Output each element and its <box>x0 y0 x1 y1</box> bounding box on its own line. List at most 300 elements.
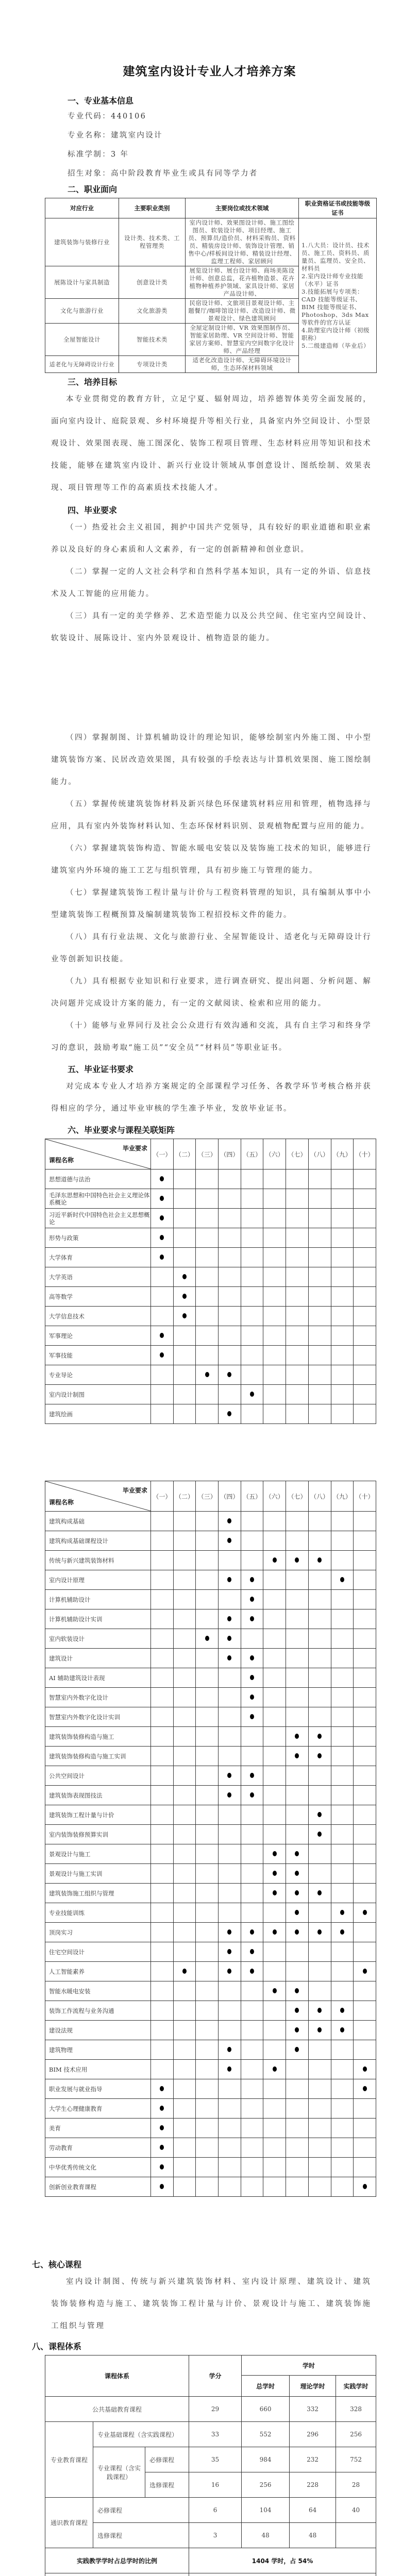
matrix-row <box>45 1962 376 1981</box>
matrix-cell <box>263 1942 286 1962</box>
matrix-cell <box>151 1688 174 1707</box>
matrix-cell <box>263 1981 286 2001</box>
matrix-row <box>45 1805 376 1825</box>
matrix-cell <box>263 1707 286 1727</box>
matrix-cell <box>354 1551 376 1570</box>
matrix-cell <box>219 1346 241 1365</box>
matrix-cell <box>173 1189 196 1209</box>
matrix-cell <box>263 1747 286 1766</box>
section-heading-basic-info: 一、专业基本信息 <box>68 96 134 106</box>
matrix-cell <box>196 1170 219 1189</box>
matrix-cell <box>263 1551 286 1570</box>
matrix-cell <box>241 1170 263 1189</box>
matrix-cell <box>263 1404 286 1424</box>
bullet-mark-icon <box>250 1929 254 1935</box>
credit: 35 <box>189 2447 242 2472</box>
bullet-mark-icon <box>250 1675 254 1680</box>
matrix-cell <box>241 1962 263 1981</box>
matrix-cell <box>241 1981 263 2001</box>
bullet-mark-icon <box>317 1753 322 1758</box>
matrix-cell <box>286 1649 309 1668</box>
page-break-gap <box>0 1424 419 1481</box>
bullet-mark-icon <box>250 1392 254 1397</box>
bullet-mark-icon <box>227 2047 231 2052</box>
matrix-cell <box>308 1981 331 2001</box>
matrix-cell <box>151 2099 174 2119</box>
matrix-cell <box>196 1531 219 1551</box>
corner-top-label: 毕业要求 <box>122 1487 147 1494</box>
matrix-cell <box>151 1404 174 1424</box>
matrix-cell <box>173 1228 196 1248</box>
matrix-corner <box>45 1481 151 1512</box>
matrix-course-name: 建筑装饰装修构造与施工实训 <box>45 1747 151 1766</box>
row-label: 必修课程 <box>93 2498 189 2523</box>
matrix-cell <box>219 1248 241 1267</box>
matrix-cell <box>196 2040 219 2060</box>
matrix-row <box>45 1649 376 1668</box>
matrix-cell <box>308 1923 331 1942</box>
bullet-mark-icon <box>160 1176 164 1181</box>
career-posts: 全屋定制设计师、VR 效果图制作员、智能家居助理、VR 空间设计师、智能家居方案师、智慧室内空间数字化设计师、产品经理 <box>186 324 299 356</box>
matrix-column-header: （二） <box>173 1481 196 1512</box>
bullet-mark-icon <box>295 1890 299 1895</box>
matrix-cell <box>331 1864 354 1884</box>
bullet-mark-icon <box>340 2027 344 2032</box>
matrix-cell <box>331 1981 354 2001</box>
grad-req-3: （三）具有一定的美学修养、艺术造型能力以及公共空间、住宅室内空间设计、软装设计、展陈设计、室内外景观设计、植物造景的能力。 <box>51 612 372 642</box>
matrix-cell <box>241 2099 263 2119</box>
matrix-cell <box>219 2079 241 2099</box>
matrix-cell <box>196 1189 219 1209</box>
matrix-cell <box>286 1903 309 1923</box>
matrix-row <box>45 1903 376 1923</box>
matrix-cell <box>331 1170 354 1189</box>
bullet-mark-icon <box>273 1890 277 1895</box>
matrix-cell <box>286 2060 309 2079</box>
matrix-cell <box>308 1365 331 1385</box>
matrix-cell <box>151 2021 174 2040</box>
matrix-cell <box>173 1805 196 1825</box>
matrix-cell <box>308 1228 331 1248</box>
career-industry: 建筑装饰与装修行业 <box>45 218 119 266</box>
bullet-mark-icon <box>250 1792 254 1798</box>
matrix-cell <box>263 1903 286 1923</box>
matrix-cell <box>286 1923 309 1942</box>
career-posts: 民宿设计师、文旅项目景观设计师、主题餐厅/咖啡馆设计师、改造设计师、微景观设计、绿色建筑顾问 <box>186 299 299 324</box>
enrollment-target: 招生对象：高中阶段教育毕业生或具有同等学力者 <box>68 170 258 178</box>
matrix-cell <box>219 1864 241 1884</box>
matrix-cell <box>196 1209 219 1228</box>
matrix-cell <box>173 1844 196 1864</box>
matrix-cell <box>173 1864 196 1884</box>
matrix-cell <box>263 1629 286 1649</box>
matrix-cell <box>241 1668 263 1688</box>
matrix-cell <box>286 1209 309 1228</box>
section-heading-graduation-req: 四、毕业要求 <box>68 505 118 515</box>
matrix-cell <box>263 2040 286 2060</box>
matrix-row <box>45 1267 376 1287</box>
matrix-cell <box>354 2158 376 2177</box>
row-label: 必修课程 <box>145 2447 189 2472</box>
grad-req-4: （四）掌握制图、计算机辅助设计的理论知识，能够绘制室内外施工图、中小型建筑装饰方案、民居改造效果图，具有较强的手绘表达与计算机效果图、施工图绘制能力。 <box>51 734 372 786</box>
matrix-cell <box>196 1844 219 1864</box>
theory-hours: 48 <box>290 2523 336 2548</box>
matrix-cell <box>196 1688 219 1707</box>
matrix-cell <box>196 1825 219 1844</box>
matrix-cell <box>331 1805 354 1825</box>
matrix-cell <box>354 2177 376 2197</box>
matrix-course-name: 装饰工作流程与业务沟通 <box>45 2001 151 2021</box>
matrix-course-name: 形势与政策 <box>45 1228 151 1248</box>
matrix-cell <box>263 2021 286 2040</box>
matrix-cell <box>263 2177 286 2197</box>
matrix-column-header: （七） <box>286 1139 309 1170</box>
matrix-cell <box>331 1209 354 1228</box>
career-header-industry: 对应行业 <box>45 198 119 218</box>
grad-req-6: （六）掌握建筑装饰构造、智能水暖电安装以及装饰施工技术的知识，能够进行建筑室内外环境的施工工艺与组织管理，具有初步施工与管理的能力。 <box>51 844 372 875</box>
matrix-row <box>45 1942 376 1962</box>
matrix-cell <box>286 1307 309 1326</box>
matrix-cell <box>151 1707 174 1727</box>
bullet-mark-icon <box>227 1949 231 1954</box>
matrix-cell <box>151 1326 174 1346</box>
bullet-mark-icon <box>160 1255 164 1260</box>
bullet-mark-icon <box>227 1518 231 1523</box>
matrix-cell <box>308 2060 331 2079</box>
matrix-cell <box>286 1727 309 1747</box>
matrix-cell <box>241 1189 263 1209</box>
career-category: 创意设计类 <box>119 266 186 299</box>
matrix-cell <box>263 1668 286 1688</box>
matrix-cell <box>331 1844 354 1864</box>
matrix-course-name: 智慧室内外数字化设计 <box>45 1688 151 1707</box>
credit: 29 <box>189 2397 242 2422</box>
matrix-cell <box>241 1570 263 1590</box>
matrix-column-header: （十） <box>354 1139 376 1170</box>
matrix-row <box>45 1404 376 1424</box>
matrix-cell <box>263 1825 286 1844</box>
matrix-row <box>45 1570 376 1590</box>
matrix-cell <box>354 1346 376 1365</box>
matrix-cell <box>196 2099 219 2119</box>
matrix-cell <box>151 1747 174 1766</box>
grad-req-2: （二）掌握一定的人文社会科学和自然科学基本知识，具有一定的外语、信息技术及人工智能的应用能力。 <box>51 568 372 598</box>
matrix-course-name: 高等数学 <box>45 1287 151 1307</box>
matrix-row <box>45 1307 376 1326</box>
matrix-course-name: 建筑装饰装修构造与施工 <box>45 1727 151 1747</box>
matrix-cell <box>263 1248 286 1267</box>
matrix-cell <box>354 2021 376 2040</box>
bullet-mark-icon <box>340 1910 344 1915</box>
matrix-cell <box>286 2138 309 2158</box>
matrix-cell <box>219 2060 241 2079</box>
matrix-cell <box>241 1766 263 1786</box>
matrix-row <box>45 1590 376 1609</box>
matrix-cell <box>354 1747 376 1766</box>
bullet-mark-icon <box>317 2027 322 2032</box>
matrix-cell <box>151 2177 174 2197</box>
matrix-cell <box>219 1551 241 1570</box>
matrix-cell <box>331 1942 354 1962</box>
matrix-cell <box>219 1707 241 1727</box>
matrix-cell <box>354 1629 376 1649</box>
career-posts: 室内设计师、效果图设计师、施工图绘图员、软装设计师、项目经理、施工员、预算员/造价员、材料采购员、资料员、精装房设计师、装饰设计管理、销售中心/样板间设计师、精装设计经理、监理工程师、家居顾问 <box>186 218 299 266</box>
matrix-column-header: （四） <box>219 1139 241 1170</box>
bullet-mark-icon <box>363 2066 367 2072</box>
row-group-label: 通识教育课程 <box>45 2498 93 2548</box>
matrix-cell <box>308 1825 331 1844</box>
matrix-column-header: （一） <box>151 1139 174 1170</box>
matrix-cell <box>286 1287 309 1307</box>
matrix-cell <box>219 1629 241 1649</box>
matrix-cell <box>308 1727 331 1747</box>
matrix-row <box>45 1189 376 1209</box>
matrix-cell <box>196 1707 219 1727</box>
matrix-course-name: 人工智能素养 <box>45 1962 151 1981</box>
matrix-cell <box>331 1629 354 1649</box>
matrix-column-header: （九） <box>331 1139 354 1170</box>
row-label: 选修课程 <box>145 2472 189 2498</box>
matrix-cell <box>263 1209 286 1228</box>
matrix-cell <box>241 1864 263 1884</box>
matrix-cell <box>219 1404 241 1424</box>
matrix-cell <box>219 1903 241 1923</box>
matrix-cell <box>286 1864 309 1884</box>
matrix-cell <box>286 1551 309 1570</box>
header-practice-hours: 实践学时 <box>336 2376 376 2397</box>
matrix-cell <box>173 1267 196 1287</box>
career-header-category: 主要职业类别 <box>119 198 186 218</box>
bullet-mark-icon <box>295 1910 299 1915</box>
matrix-row <box>45 1248 376 1267</box>
matrix-cell <box>308 1248 331 1267</box>
matrix-cell <box>219 1385 241 1404</box>
matrix-cell <box>151 1962 174 1981</box>
matrix-cell <box>219 1267 241 1287</box>
matrix-cell <box>173 1688 196 1707</box>
career-industry: 适老化与无障碍设计行业 <box>45 356 119 373</box>
header-hours: 学时 <box>242 2355 376 2376</box>
matrix-cell <box>331 2001 354 2021</box>
matrix-row <box>45 1766 376 1786</box>
matrix-cell <box>151 1766 174 1786</box>
matrix-cell <box>173 2138 196 2158</box>
matrix-cell <box>354 1609 376 1629</box>
total-hours: 104 <box>242 2498 290 2523</box>
matrix-cell <box>241 1805 263 1825</box>
bullet-mark-icon <box>160 2086 164 2091</box>
bullet-mark-icon <box>227 1636 231 1641</box>
matrix-cell <box>219 1727 241 1747</box>
matrix-cell <box>263 1385 286 1404</box>
matrix-cell <box>354 1805 376 1825</box>
row-label: 选修课程 <box>93 2523 189 2548</box>
total-hours: 48 <box>242 2523 290 2548</box>
matrix-cell <box>196 1864 219 1884</box>
matrix-cell <box>151 1609 174 1629</box>
bullet-mark-icon <box>250 1597 254 1602</box>
matrix-cell <box>263 1287 286 1307</box>
matrix-cell <box>241 1209 263 1228</box>
matrix-cell <box>151 1590 174 1609</box>
practice-hours: 328 <box>336 2397 376 2422</box>
matrix-cell <box>241 1385 263 1404</box>
bullet-mark-icon <box>250 1773 254 1778</box>
matrix-cell <box>219 1228 241 1248</box>
bullet-mark-icon <box>273 2066 277 2072</box>
matrix-cell <box>151 1864 174 1884</box>
matrix-row <box>45 2158 376 2177</box>
corner-bottom-label: 课程名称 <box>49 1157 74 1164</box>
matrix-cell <box>241 1747 263 1766</box>
curriculum-system-table <box>45 2355 376 2576</box>
matrix-cell <box>331 1903 354 1923</box>
matrix-cell <box>219 2158 241 2177</box>
matrix-column-header: （二） <box>173 1139 196 1170</box>
matrix-cell <box>241 1287 263 1307</box>
practice-hours: 28 <box>336 2472 376 2498</box>
matrix-cell <box>286 1365 309 1385</box>
min-credit-label <box>45 2573 189 2576</box>
matrix-cell <box>241 1590 263 1609</box>
bullet-mark-icon <box>295 1557 299 1563</box>
matrix-cell <box>331 2177 354 2197</box>
matrix-cell <box>241 2079 263 2099</box>
matrix-cell <box>286 1747 309 1766</box>
total-hours: 552 <box>242 2422 290 2447</box>
matrix-cell <box>331 1287 354 1307</box>
bullet-mark-icon <box>227 1538 231 1543</box>
matrix-cell <box>151 1844 174 1864</box>
matrix-cell <box>173 1551 196 1570</box>
matrix-cell <box>151 2001 174 2021</box>
matrix-row <box>45 2021 376 2040</box>
matrix-row <box>45 1727 376 1747</box>
matrix-cell <box>286 1707 309 1727</box>
career-industry: 展陈设计与家具制造 <box>45 266 119 299</box>
matrix-cell <box>308 1170 331 1189</box>
matrix-cell <box>151 1512 174 1531</box>
matrix-cell <box>241 2158 263 2177</box>
matrix-cell <box>286 1981 309 2001</box>
bullet-mark-icon <box>182 1969 187 1974</box>
practice-hours: 256 <box>336 2422 376 2447</box>
matrix-row <box>45 1228 376 1248</box>
matrix-cell <box>354 1649 376 1668</box>
matrix-cell <box>173 2079 196 2099</box>
matrix-cell <box>354 1228 376 1248</box>
matrix-row <box>45 2099 376 2119</box>
matrix-course-name: 室内设计原理 <box>45 1570 151 1590</box>
matrix-column-header: （五） <box>241 1481 263 1512</box>
matrix-cell <box>151 1825 174 1844</box>
matrix-header-row <box>45 1139 376 1170</box>
matrix-cell <box>196 1766 219 1786</box>
bullet-mark-icon <box>250 1714 254 1719</box>
matrix-cell <box>196 1727 219 1747</box>
matrix-cell <box>151 1668 174 1688</box>
matrix-cell <box>173 1649 196 1668</box>
matrix-cell <box>151 1385 174 1404</box>
matrix-cell <box>196 1267 219 1287</box>
matrix-cell <box>263 1864 286 1884</box>
header-theory-hours: 理论学时 <box>290 2376 336 2397</box>
matrix-cell <box>241 1228 263 1248</box>
matrix-row <box>45 1531 376 1551</box>
matrix-cell <box>286 2079 309 2099</box>
matrix-cell <box>308 1864 331 1884</box>
matrix-course-name: 建筑设计 <box>45 1649 151 1668</box>
matrix-cell <box>354 1668 376 1688</box>
matrix-cell <box>354 1825 376 1844</box>
matrix-cell <box>286 1766 309 1786</box>
matrix-cell <box>286 1189 309 1209</box>
matrix-cell <box>331 1825 354 1844</box>
matrix-cell <box>263 2079 286 2099</box>
matrix-cell <box>308 1512 331 1531</box>
matrix-cell <box>286 1844 309 1864</box>
matrix-cell <box>151 1551 174 1570</box>
matrix-course-name: 建筑构成基础课程设计 <box>45 1531 151 1551</box>
matrix-cell <box>263 1590 286 1609</box>
bullet-mark-icon <box>160 1196 164 1201</box>
matrix-cell <box>308 1590 331 1609</box>
matrix-cell <box>151 2079 174 2099</box>
total-hours: 256 <box>242 2472 290 2498</box>
major-name: 专业名称：建筑室内设计 <box>68 131 163 140</box>
matrix-cell <box>196 2158 219 2177</box>
career-posts: 适老化改造设计师、无障碍环境设计师，生态环保材料领域 <box>186 356 299 373</box>
grad-req-5: （五）掌握传统建筑装饰材料及新兴绿色环保建筑材料应用和管理，植物选择与应用，具有室内外装饰材料认知、生态环保材料识别、景观植物配置与应用的能力。 <box>51 800 372 831</box>
matrix-cell <box>263 1805 286 1825</box>
matrix-cell <box>241 1825 263 1844</box>
matrix-cell <box>263 1531 286 1551</box>
matrix-cell <box>196 1248 219 1267</box>
matrix-cell <box>173 1825 196 1844</box>
matrix-cell <box>354 1326 376 1346</box>
matrix-cell <box>173 1385 196 1404</box>
matrix-cell <box>173 1884 196 1903</box>
bullet-mark-icon <box>317 1734 322 1739</box>
matrix-cell <box>151 1942 174 1962</box>
matrix-course-name: 军事理论 <box>45 1326 151 1346</box>
matrix-cell <box>354 1307 376 1326</box>
matrix-cell <box>308 1786 331 1805</box>
matrix-cell <box>263 1570 286 1590</box>
matrix-cell <box>241 1942 263 1962</box>
grad-req-10: （十）能够与业界同行及社会公众进行有效沟通和交流，具有自主学习和终身学习的意识，鼓励考取“施工员”“安全员”“材料员”等职业证书。 <box>51 1022 372 1052</box>
matrix-cell <box>308 1766 331 1786</box>
matrix-cell <box>308 1267 331 1287</box>
career-certs: 1.八大员：设计员、技术员、施工员、资料员、质量员、监理员、安全员、材料员 2.室内设计师专业技能（水平）证书 3.技能拓展与专项类：CAD 技能等级证书、BIM 技能等级证书、Photoshop、3ds Max 等软件的官方认证 4.助理室内设计师（初级职称） 5.二级建造师（毕业后） <box>299 218 377 373</box>
matrix-course-name: AI 辅助建筑设计表现 <box>45 1668 151 1688</box>
matrix-cell <box>196 1805 219 1825</box>
matrix-cell <box>286 1609 309 1629</box>
matrix-cell <box>219 1981 241 2001</box>
matrix-cell <box>331 1884 354 1903</box>
matrix-course-name: 室内软装设计 <box>45 1629 151 1649</box>
matrix-cell <box>308 1570 331 1590</box>
matrix-cell <box>354 1766 376 1786</box>
matrix-cell <box>151 1727 174 1747</box>
matrix-cell <box>263 1766 286 1786</box>
matrix-cell <box>286 2177 309 2197</box>
bullet-mark-icon <box>273 1851 277 1856</box>
matrix-cell <box>241 1609 263 1629</box>
matrix-course-name: 大学信息技术 <box>45 1307 151 1326</box>
matrix-course-name: 住宅空间设计 <box>45 1942 151 1962</box>
matrix-cell <box>151 2040 174 2060</box>
